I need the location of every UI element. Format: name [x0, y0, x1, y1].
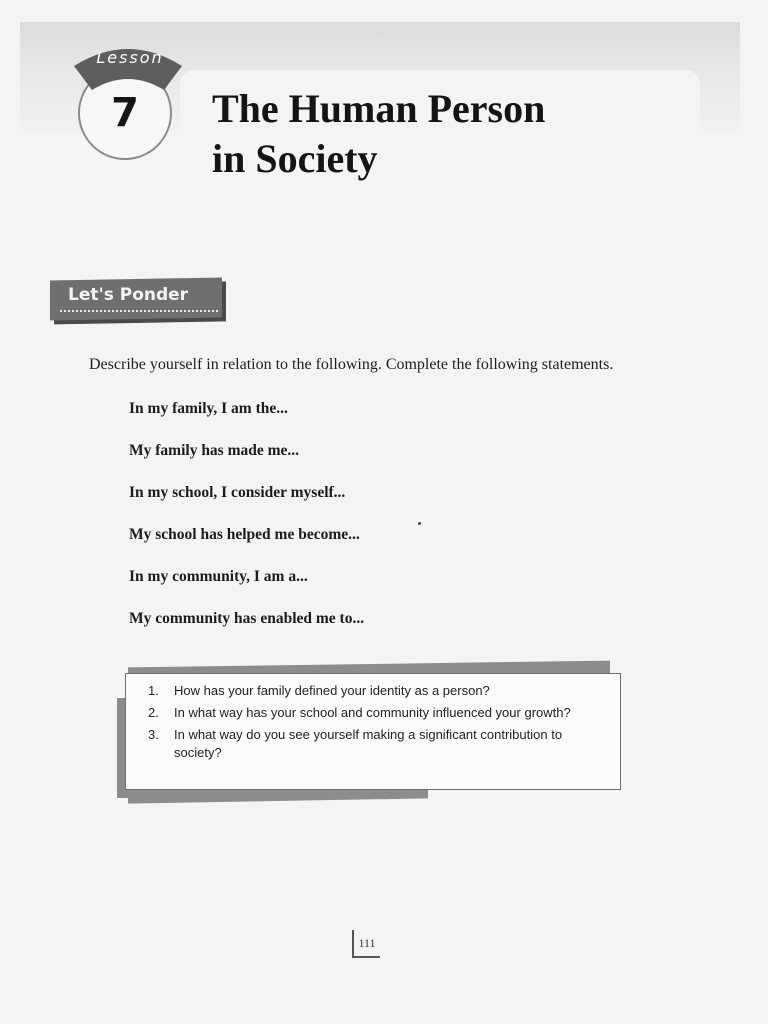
statement-list — [129, 398, 364, 650]
question-number: 1. — [148, 683, 159, 698]
statement-item: In my community, I am a... — [129, 568, 308, 585]
question-number: 3. — [148, 727, 159, 742]
question-item — [148, 726, 594, 762]
lesson-badge — [70, 38, 190, 148]
question-box — [125, 673, 621, 790]
statement-item: My school has helped me become... — [129, 526, 360, 543]
question-item — [148, 704, 594, 722]
statement-item: My family has made me... — [129, 442, 300, 459]
section-label: Let's Ponder — [68, 285, 189, 305]
section-label-box — [50, 279, 228, 329]
statement-item: In my school, I consider myself... — [129, 484, 346, 501]
lesson-ribbon — [70, 38, 186, 96]
page-title — [212, 84, 545, 184]
question-number: 2. — [148, 705, 159, 720]
question-list — [148, 682, 594, 766]
lesson-number: 7 — [111, 90, 139, 136]
question-item — [148, 682, 594, 700]
lesson-word: Lesson — [96, 48, 164, 67]
title-line-2: in Society — [212, 136, 378, 181]
intro-text: Describe yourself in relation to the following. Complete the following statements. — [89, 356, 614, 373]
ink-speck — [418, 522, 421, 525]
question-text: In what way do you see yourself making a significant contribution to society? — [174, 727, 563, 760]
title-line-1: The Human Person — [212, 86, 546, 131]
page-number: 111 — [352, 930, 380, 958]
question-text: How has your family defined your identity as a person? — [174, 683, 490, 698]
statement-item: My community has enabled me to... — [129, 610, 365, 627]
statement-item: In my family, I am the... — [129, 400, 288, 417]
question-text: In what way has your school and community influenced your growth? — [174, 705, 571, 720]
section-label-dots — [60, 310, 218, 312]
